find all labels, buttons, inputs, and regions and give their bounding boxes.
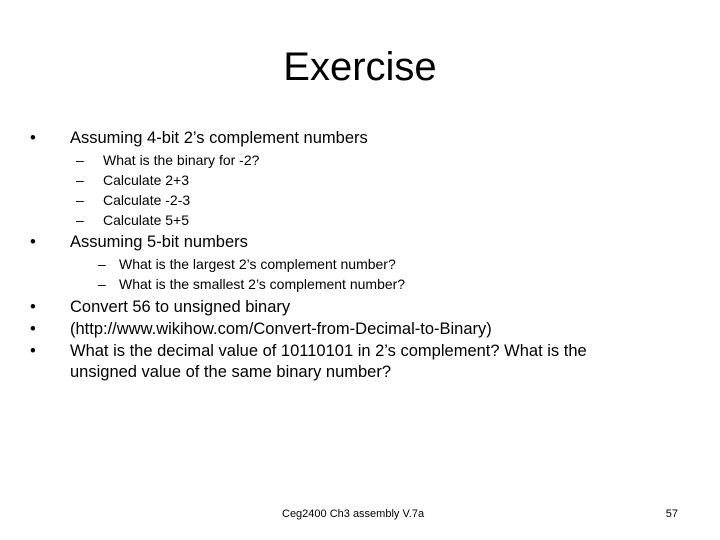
dash-glyph: – xyxy=(98,276,106,292)
bullet-text: unsigned value of the same binary number? xyxy=(70,363,392,381)
bullet-glyph: • xyxy=(30,298,36,316)
bullet-text: Convert 56 to unsigned binary xyxy=(70,298,291,316)
page-number: 57 xyxy=(665,508,678,520)
sub-item-text: Calculate 2+3 xyxy=(103,172,190,188)
dash-glyph: – xyxy=(76,192,84,208)
sub-item-text: Calculate 5+5 xyxy=(103,212,190,228)
dash-glyph: – xyxy=(76,212,84,228)
sub-item-text: What is the binary for -2? xyxy=(103,152,260,168)
bullet-text: Assuming 5-bit numbers xyxy=(70,233,248,251)
dash-glyph: – xyxy=(76,152,84,168)
bullet-text: What is the decimal value of 10110101 in 2’s complement? What is the xyxy=(70,342,587,360)
sub-item-text: Calculate -2-3 xyxy=(103,192,191,208)
bullet-glyph: • xyxy=(30,233,36,251)
bullet-glyph: • xyxy=(30,129,36,147)
bullet-glyph: • xyxy=(30,320,36,338)
bullet-text: (http://www.wikihow.com/Convert-from-Decimal-to-Binary) xyxy=(70,320,492,338)
bullet-text: Assuming 4-bit 2’s complement numbers xyxy=(70,129,368,147)
sub-item-text: What is the largest 2’s complement number? xyxy=(119,256,396,272)
dash-glyph: – xyxy=(76,172,84,188)
bullet-glyph: • xyxy=(30,342,36,360)
slide-title: Exercise xyxy=(283,45,437,89)
sub-item-text: What is the smallest 2’s complement number? xyxy=(119,276,406,292)
dash-glyph: – xyxy=(98,256,106,272)
slide-footer: Ceg2400 Ch3 assembly V.7a xyxy=(282,508,425,520)
